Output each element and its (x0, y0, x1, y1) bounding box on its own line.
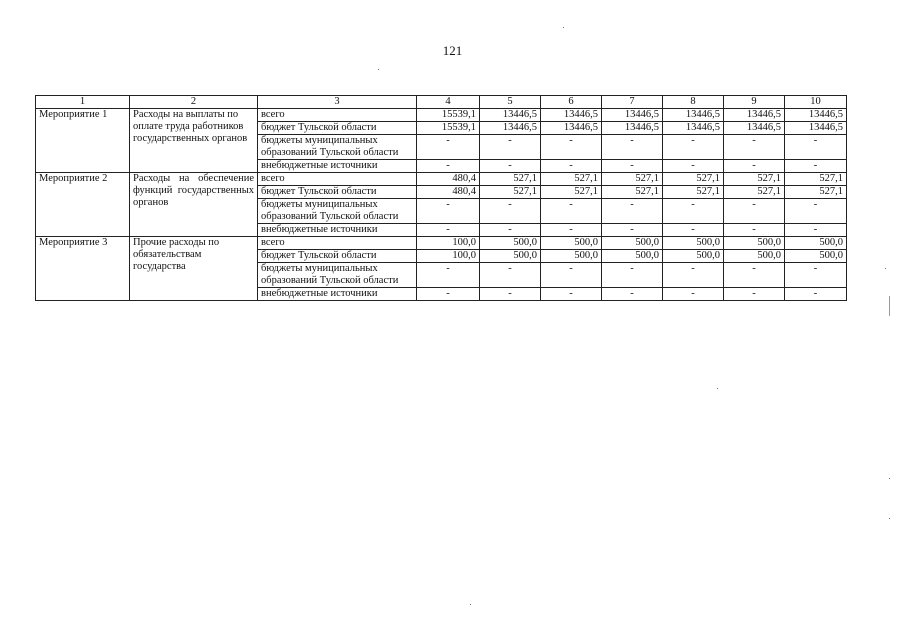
value-cell: - (724, 160, 785, 173)
value-cell: - (724, 135, 785, 160)
table-body (36, 109, 847, 301)
value-cell: 500,0 (480, 237, 541, 250)
value-cell: 500,0 (785, 237, 847, 250)
funding-source: бюджет Тульской области (258, 186, 417, 199)
column-header-2: 2 (130, 96, 258, 109)
column-header-6: 6 (541, 96, 602, 109)
event-name: Мероприятие 1 (36, 109, 130, 173)
value-cell: - (724, 224, 785, 237)
value-cell: 527,1 (480, 186, 541, 199)
value-cell: - (417, 224, 480, 237)
value-cell: 527,1 (785, 173, 847, 186)
value-cell: - (602, 288, 663, 301)
funding-source: бюджеты муниципальных образований Тульской области (258, 263, 417, 288)
value-cell: 527,1 (541, 173, 602, 186)
value-cell: 527,1 (724, 173, 785, 186)
scan-speck (378, 69, 379, 70)
value-cell: 13446,5 (541, 122, 602, 135)
value-cell: 15539,1 (417, 109, 480, 122)
funding-source: внебюджетные источники (258, 160, 417, 173)
value-cell: - (541, 224, 602, 237)
table-header (36, 96, 847, 109)
value-cell: 500,0 (663, 250, 724, 263)
funding-source: всего (258, 109, 417, 122)
value-cell: - (663, 224, 724, 237)
value-cell: - (602, 199, 663, 224)
scan-speck (889, 518, 890, 519)
value-cell: 500,0 (602, 237, 663, 250)
value-cell: 500,0 (602, 250, 663, 263)
value-cell: 500,0 (541, 250, 602, 263)
value-cell: 15539,1 (417, 122, 480, 135)
value-cell: 13446,5 (602, 122, 663, 135)
value-cell: 527,1 (663, 186, 724, 199)
event-purpose: Расходы на обеспечение функций государственных органов (130, 173, 258, 237)
event-purpose: Прочие расходы по обязательствам государства (130, 237, 258, 301)
funding-source: бюджеты муниципальных образований Тульской области (258, 199, 417, 224)
value-cell: - (663, 135, 724, 160)
value-cell: - (785, 135, 847, 160)
event-purpose: Расходы на выплаты по оплате труда работников государственных органов (130, 109, 258, 173)
value-cell: - (417, 288, 480, 301)
column-header-10: 10 (785, 96, 847, 109)
value-cell: - (417, 263, 480, 288)
value-cell: - (541, 263, 602, 288)
value-cell: - (541, 199, 602, 224)
value-cell: 500,0 (663, 237, 724, 250)
value-cell: - (724, 199, 785, 224)
value-cell: 527,1 (602, 173, 663, 186)
value-cell: 527,1 (541, 186, 602, 199)
value-cell: 527,1 (663, 173, 724, 186)
scan-speck (563, 27, 564, 28)
funding-source: внебюджетные источники (258, 288, 417, 301)
value-cell: 13446,5 (541, 109, 602, 122)
funding-source: бюджет Тульской области (258, 250, 417, 263)
value-cell: 13446,5 (785, 109, 847, 122)
value-cell: 480,4 (417, 173, 480, 186)
column-header-7: 7 (602, 96, 663, 109)
budget-table (35, 95, 847, 301)
value-cell: 13446,5 (663, 122, 724, 135)
value-cell: - (602, 224, 663, 237)
value-cell: - (724, 263, 785, 288)
value-cell: - (785, 288, 847, 301)
value-cell: 13446,5 (480, 122, 541, 135)
column-header-1: 1 (36, 96, 130, 109)
value-cell: 13446,5 (724, 122, 785, 135)
value-cell: - (541, 160, 602, 173)
value-cell: - (663, 263, 724, 288)
value-cell: 13446,5 (785, 122, 847, 135)
funding-source: бюджеты муниципальных образований Тульской области (258, 135, 417, 160)
value-cell: 500,0 (724, 250, 785, 263)
value-cell: - (480, 263, 541, 288)
funding-source: внебюджетные источники (258, 224, 417, 237)
value-cell: 100,0 (417, 237, 480, 250)
column-header-4: 4 (417, 96, 480, 109)
value-cell: - (785, 263, 847, 288)
value-cell: - (480, 199, 541, 224)
scan-speck (885, 268, 886, 269)
scan-speck (470, 604, 471, 605)
funding-source: всего (258, 173, 417, 186)
value-cell: - (602, 135, 663, 160)
value-cell: - (480, 224, 541, 237)
funding-source: всего (258, 237, 417, 250)
value-cell: 13446,5 (724, 109, 785, 122)
value-cell: 13446,5 (480, 109, 541, 122)
value-cell: 480,4 (417, 186, 480, 199)
table-row (36, 237, 847, 250)
value-cell: - (785, 224, 847, 237)
value-cell: - (480, 160, 541, 173)
scan-speck (889, 296, 890, 316)
value-cell: - (541, 288, 602, 301)
value-cell: - (663, 160, 724, 173)
value-cell: 500,0 (724, 237, 785, 250)
value-cell: 500,0 (541, 237, 602, 250)
value-cell: - (417, 199, 480, 224)
scan-speck (717, 388, 718, 389)
value-cell: 527,1 (785, 186, 847, 199)
table-row (36, 109, 847, 122)
value-cell: - (417, 135, 480, 160)
value-cell: - (663, 199, 724, 224)
value-cell: - (785, 199, 847, 224)
value-cell: 13446,5 (602, 109, 663, 122)
value-cell: - (417, 160, 480, 173)
value-cell: - (663, 288, 724, 301)
value-cell: 527,1 (724, 186, 785, 199)
value-cell: 500,0 (785, 250, 847, 263)
value-cell: 527,1 (602, 186, 663, 199)
value-cell: - (724, 288, 785, 301)
event-name: Мероприятие 3 (36, 237, 130, 301)
value-cell: - (480, 135, 541, 160)
value-cell: - (785, 160, 847, 173)
event-name: Мероприятие 2 (36, 173, 130, 237)
column-header-8: 8 (663, 96, 724, 109)
value-cell: 527,1 (480, 173, 541, 186)
value-cell: 100,0 (417, 250, 480, 263)
scan-speck (889, 478, 890, 479)
value-cell: - (541, 135, 602, 160)
funding-source: бюджет Тульской области (258, 122, 417, 135)
header-row (36, 96, 847, 109)
column-header-9: 9 (724, 96, 785, 109)
column-header-3: 3 (258, 96, 417, 109)
value-cell: - (602, 263, 663, 288)
value-cell: - (480, 288, 541, 301)
value-cell: - (602, 160, 663, 173)
value-cell: 500,0 (480, 250, 541, 263)
column-header-5: 5 (480, 96, 541, 109)
value-cell: 13446,5 (663, 109, 724, 122)
page-number: 121 (442, 43, 463, 58)
table-row (36, 173, 847, 186)
